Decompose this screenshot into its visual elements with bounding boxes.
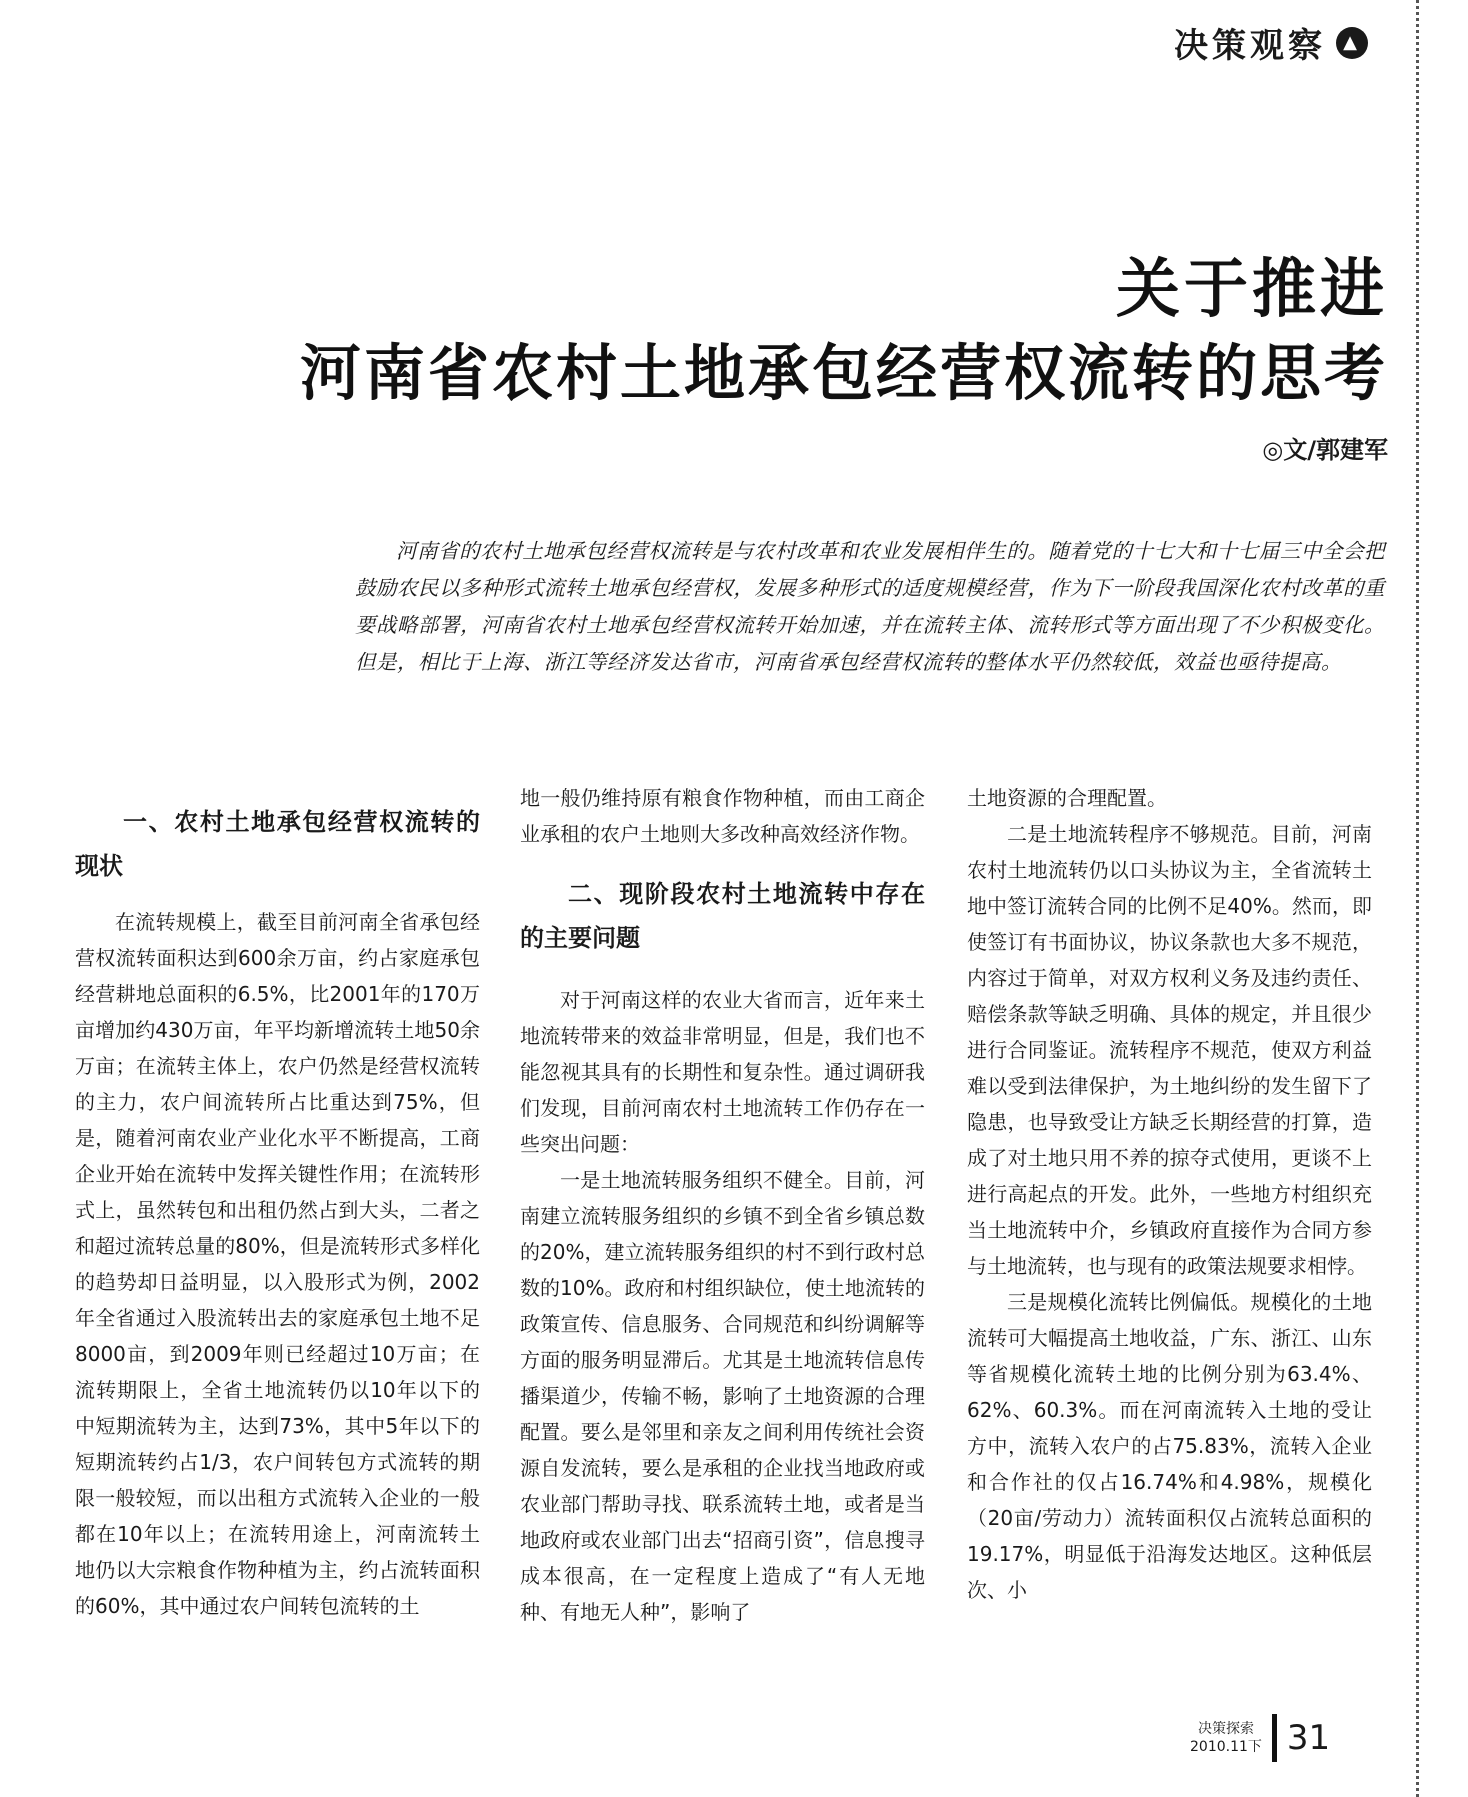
- footer-divider: [1272, 1714, 1277, 1762]
- paragraph: 三是规模化流转比例偏低。规模化的土地流转可大幅提高土地收益，广东、浙江、山东等省规模化流转土地的比例分别为63.4%、62%、60.3%。而在河南流转入土地的受让方中，流转入农户的占75.83%，流转入企业和合作社的仅占16.74%和4.98%，规模化（20亩/劳动力）流转面积仅占流转总面积的19.17%，明显低于沿海发达地区。这种低层次、小: [967, 1290, 1372, 1602]
- column-3: [967, 780, 1372, 1608]
- author-byline: ◎文/郭建军: [1262, 436, 1388, 464]
- page-number: 31: [1286, 1718, 1331, 1758]
- paragraph: 在流转规模上，截至目前河南全省承包经营权流转面积达到600余万亩，约占家庭承包经营耕地总面积的6.5%，比2001年的170万亩增加约430万亩，年平均新增流转土地50余万亩；在流转主体上，农户仍然是经营权流转的主力，农户间流转所占比重达到75%，但是，随着河南农业产业化水平不断提高，工商企业开始在流转中发挥关键性作用；在流转形式上，虽然转包和出租仍然占到大头，二者之和超过流转总量的80%，但是流转形式多样化的趋势却日益明显，以入股形式为例，2002年全省通过入股流转出去的家庭承包土地不足8000亩，到2009年则已经超过10万亩；在流转期限上，全省土地流转仍以10年以下的中短期流转为主，达到73%，其中5年以下的短期流转约占1/3，农户间转包方式流转的期限一般较短，而以出租方式流转入企业的一般都在10年以上；在流转用途上，河南流转土地仍以大宗粮食作物种植为主，约占流转面积的60%，其中通过农户间转包流转的土: [75, 910, 480, 1618]
- paragraph-continued: 地一般仍维持原有粮食作物种植，而由工商企业承租的农户土地则大多改种高效经济作物。: [520, 786, 925, 846]
- article-title: [300, 248, 1388, 416]
- chevron-up-icon: ▲: [1336, 27, 1368, 59]
- magazine-info: [1190, 1720, 1262, 1756]
- magazine-name: 决策探索: [1197, 1721, 1254, 1737]
- paragraph: 对于河南这样的农业大省而言，近年来土地流转带来的效益非常明显，但是，我们也不能忽视其具有的长期性和复杂性。通过调研我们发现，目前河南农村土地流转工作仍存在一些突出问题：: [520, 988, 925, 1156]
- section-heading-1: 一、农村土地承包经营权流转的现状: [75, 807, 480, 880]
- page-footer: [1190, 1710, 1330, 1766]
- abstract: 河南省的农村土地承包经营权流转是与农村改革和农业发展相伴生的。随着党的十七大和十七届三中全会把鼓励农民以多种形式流转土地承包经营权，发展多种形式的适度规模经营，作为下一阶段我国深化农村改革的重要战略部署，河南省农村土地承包经营权流转开始加速，并在流转主体、流转形式等方面出现了不少积极变化。但是，相比于上海、浙江等经济发达省市，河南省承包经营权流转的整体水平仍然较低，效益也亟待提高。: [355, 539, 1385, 674]
- column-2: [520, 780, 925, 1630]
- paragraph: 一是土地流转服务组织不健全。目前，河南建立流转服务组织的乡镇不到全省乡镇总数的20%，建立流转服务组织的村不到行政村总数的10%。政府和村组织缺位，使土地流转的政策宣传、信息服务、合同规范和纠纷调解等方面的服务明显滞后。尤其是土地流转信息传播渠道少，传输不畅，影响了土地资源的合理配置。要么是邻里和亲友之间利用传统社会资源自发流转，要么是承租的企业找当地政府或农业部门帮助寻找、联系流转土地，或者是当地政府或农业部门出去“招商引资”，信息搜寻成本很高，在一定程度上造成了“有人无地种、有地无人种”，影响了: [520, 1168, 925, 1624]
- column-1: [75, 780, 480, 1624]
- issue-date: 2010.11下: [1190, 1739, 1262, 1755]
- page-edge-divider: [1416, 0, 1419, 1797]
- section-heading-2: 二、现阶段农村土地流转中存在的主要问题: [520, 879, 925, 952]
- paragraph-continued: 土地资源的合理配置。: [967, 786, 1167, 810]
- title-line-2: 河南省农村土地承包经营权流转的思考: [299, 338, 1388, 409]
- section-title: 决策观察: [1174, 26, 1326, 66]
- section-header: [1174, 18, 1368, 67]
- paragraph: 二是土地流转程序不够规范。目前，河南农村土地流转仍以口头协议为主，全省流转土地中签订流转合同的比例不足40%。然而，即使签订有书面协议，协议条款也大多不规范，内容过于简单，对双方权利义务及违约责任、赔偿条款等缺乏明确、具体的规定，并且很少进行合同鉴证。流转程序不规范，使双方利益难以受到法律保护，为土地纠纷的发生留下了隐患，也导致受让方缺乏长期经营的打算，造成了对土地只用不养的掠夺式使用，更谈不上进行高起点的开发。此外，一些地方村组织充当土地流转中介，乡镇政府直接作为合同方参与土地流转，也与现有的政策法规要求相悖。: [967, 822, 1372, 1278]
- title-line-1: 关于推进: [1116, 253, 1388, 327]
